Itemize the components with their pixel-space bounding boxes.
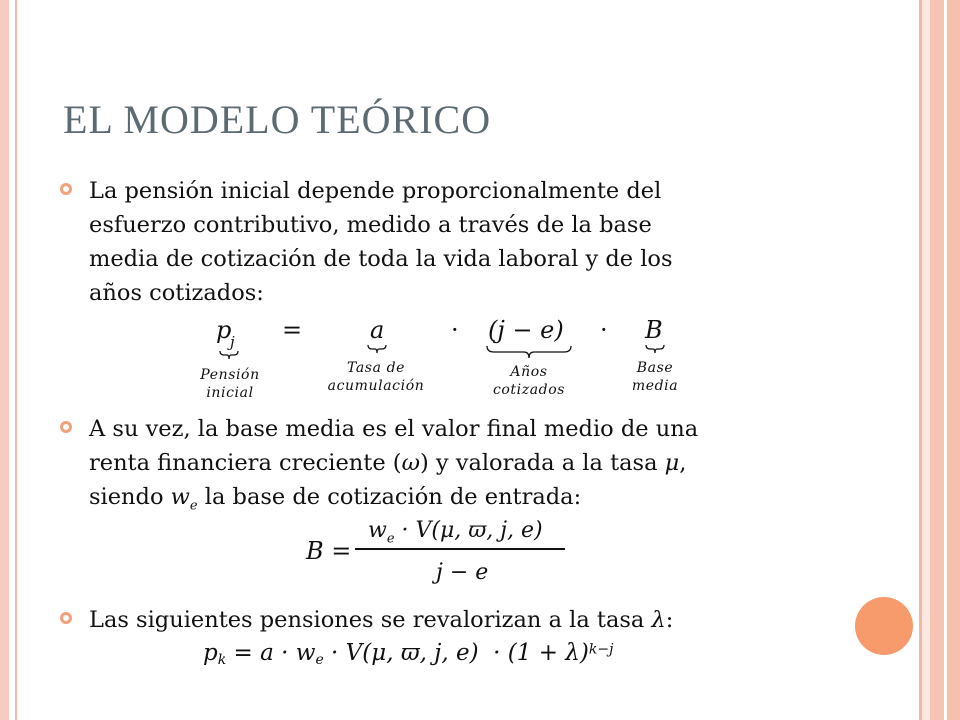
eq2-lhs: B = xyxy=(306,537,352,565)
right-frame-gap xyxy=(922,0,930,720)
text-line xyxy=(89,603,820,637)
text-line xyxy=(89,480,820,524)
omega-symbol: ω xyxy=(401,450,420,476)
eq1-p-sub: j xyxy=(230,333,235,351)
text-line xyxy=(89,446,820,480)
label-line: inicial xyxy=(206,385,254,401)
mu-symbol: μ xyxy=(664,450,680,476)
eq3-p-sub: k xyxy=(217,652,227,669)
bullet-item-2 xyxy=(60,412,820,524)
bullet-text-2 xyxy=(89,412,820,524)
eq2-num xyxy=(368,518,543,546)
text-fragment: la base de cotización de entrada: xyxy=(197,484,582,510)
label-line: media xyxy=(631,378,679,394)
label-line: cotizados xyxy=(492,382,566,398)
eq1-B: B xyxy=(645,316,663,344)
slide-title: EL MODELO TEÓRICO xyxy=(63,97,492,142)
text-fragment: Las siguientes pensiones se revalorizan a la tasa xyxy=(89,607,652,633)
left-frame-band xyxy=(0,0,9,720)
eq3-rhs-sub: e xyxy=(315,652,324,669)
bullet-text-3 xyxy=(89,603,820,637)
text-fragment: : xyxy=(665,607,674,633)
text-line: media de cotización de toda la vida laboral y de los xyxy=(89,246,673,272)
eq2-num-w: w xyxy=(368,518,387,543)
left-frame-line xyxy=(15,0,17,720)
eq2-num-w-sub: e xyxy=(386,531,395,547)
eq3-exponent: k−j xyxy=(588,641,614,658)
underbrace-icon xyxy=(645,344,665,354)
lambda-symbol: λ xyxy=(651,607,666,633)
label-line: acumulación xyxy=(327,378,425,394)
label-tasa-acumulacion xyxy=(306,359,446,395)
bullet-ring-icon xyxy=(60,612,72,624)
eq1-dot2: · xyxy=(600,316,608,344)
text-fragment: siendo xyxy=(89,484,171,510)
right-frame-band xyxy=(930,0,944,720)
eq1-p: p xyxy=(216,316,232,344)
text-fragment: ) y valorada a la tasa xyxy=(419,450,665,476)
bullet-ring-icon xyxy=(60,421,72,433)
fraction-line xyxy=(355,548,565,550)
underbrace-icon xyxy=(486,345,572,359)
bullet-ring-icon xyxy=(60,183,72,195)
label-base-media xyxy=(615,359,695,395)
eq2-num-rest: · V(μ, ϖ, j, e) xyxy=(394,518,543,543)
underbrace-icon xyxy=(367,344,387,354)
text-line: A su vez, la base media es el valor final medio de una xyxy=(89,416,699,442)
label-line: Tasa de xyxy=(346,360,406,376)
text-line: esfuerzo contributivo, medido a través de la base xyxy=(89,212,652,238)
eq2-den: j − e xyxy=(436,560,489,585)
eq1-a: a xyxy=(370,316,385,344)
eq1-years: (j − e) xyxy=(488,316,564,344)
text-line: años cotizados: xyxy=(89,280,264,306)
label-line: Años xyxy=(510,364,548,380)
eq3-p: p xyxy=(203,640,218,666)
label-line: Base xyxy=(636,360,674,376)
bullet-text-1 xyxy=(89,174,820,310)
label-pension-inicial xyxy=(185,366,275,402)
text-fragment: renta financiera creciente ( xyxy=(89,450,402,476)
text-fragment: , xyxy=(679,450,687,476)
decorative-circle xyxy=(855,597,913,655)
eq1-equals: = xyxy=(282,316,303,344)
right-frame-band-outer xyxy=(947,0,960,720)
eq1-dot1: · xyxy=(451,316,459,344)
label-line: Pensión xyxy=(200,367,260,383)
w-sub-e: e xyxy=(189,498,198,514)
bullet-item-1 xyxy=(60,174,820,310)
eq3-rhs2: · V(μ, ϖ, j, e) · (1 + λ) xyxy=(323,640,589,666)
text-line: La pensión inicial depende proporcionalmente del xyxy=(89,178,662,204)
bullet-item-3 xyxy=(60,603,820,637)
equation-revalorizacion xyxy=(203,640,613,668)
underbrace-icon xyxy=(219,350,239,360)
label-anos-cotizados xyxy=(474,363,584,399)
w-symbol: w xyxy=(170,484,190,510)
eq3-rhs: = a · w xyxy=(226,640,316,666)
